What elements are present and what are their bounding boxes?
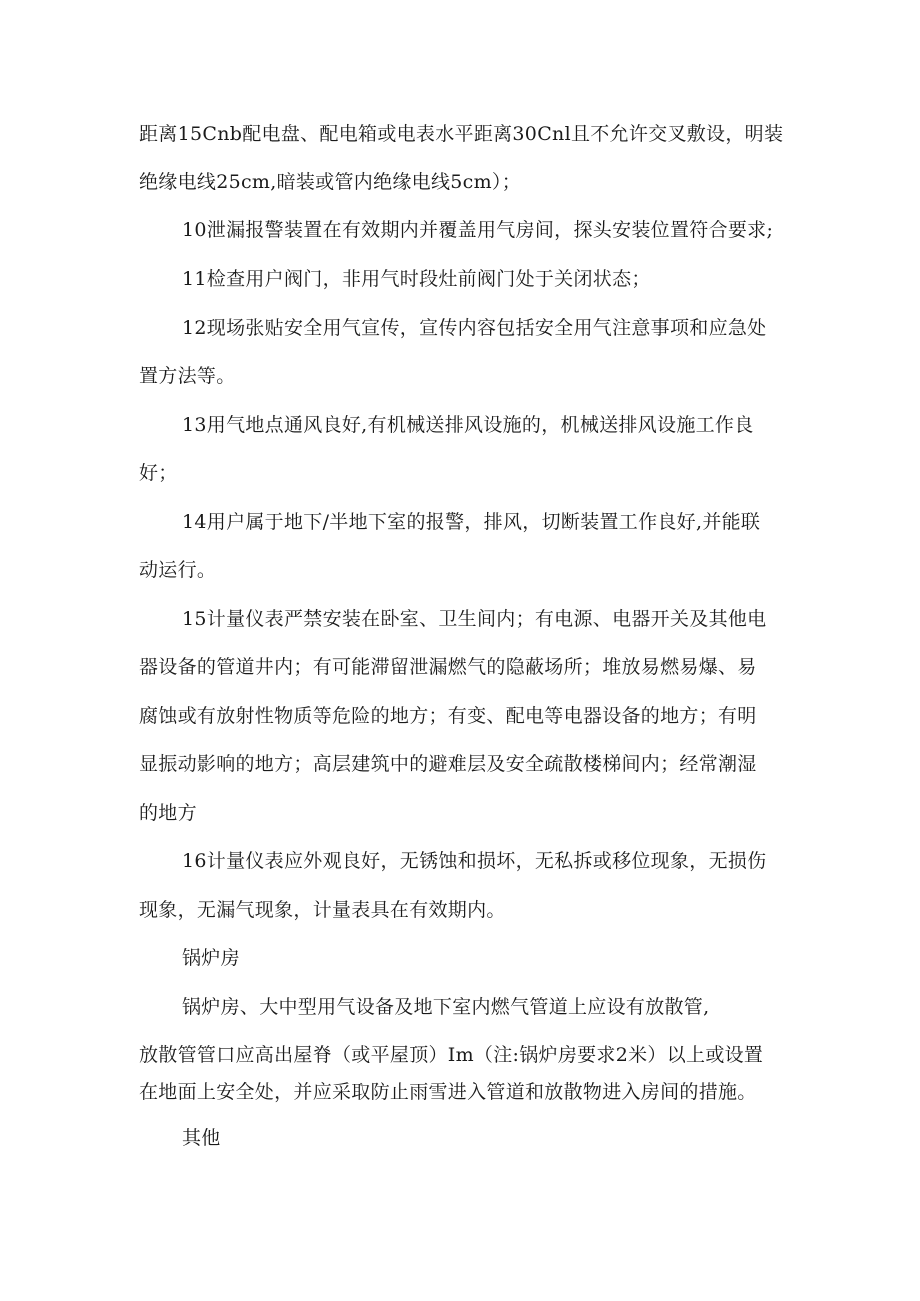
- text-line: 现象，无漏气现象，计量表具在有效期内。: [139, 899, 506, 921]
- text-line: 的地方: [139, 802, 197, 824]
- text-line: 10泄漏报警装置在有效期内并覆盖用气房间，探头安装位置符合要求;: [182, 219, 774, 241]
- text-line: 锅炉房、大中型用气设备及地下室内燃气管道上应设有放散管,: [182, 996, 710, 1018]
- text-line: 距离15Cnb配电盘、配电箱或电表水平距离30Cnl且不允许交叉敷设，明装: [139, 123, 784, 145]
- text-line: 15计量仪表严禁安装在卧室、卫生间内；有电源、电器开关及其他电: [182, 608, 767, 630]
- text-line: 器设备的管道井内；有可能滞留泄漏燃气的隐蔽场所；堆放易燃易爆、易: [139, 656, 757, 678]
- text-line: 绝缘电线25cm,暗装或管内绝缘电线5cm）；: [139, 171, 522, 193]
- text-line: 动运行。: [139, 559, 217, 581]
- text-line: 放散管管口应高出屋脊（或平屋顶）Im（注:锅炉房要求2米）以上或设置: [139, 1044, 764, 1066]
- text-line: 好；: [139, 462, 178, 484]
- text-line: 在地面上安全处，并应采取防止雨雪进入管道和放散物进入房间的措施。: [139, 1081, 757, 1103]
- text-line: 14用户属于地下/半地下室的报警，排风，切断装置工作良好,并能联: [182, 511, 761, 533]
- text-line: 腐蚀或有放射性物质等危险的地方；有变、配电等电器设备的地方；有明: [139, 705, 757, 727]
- text-line: 16计量仪表应外观良好，无锈蚀和损坏，无私拆或移位现象，无损伤: [182, 850, 767, 872]
- section-heading: 其他: [182, 1127, 221, 1149]
- text-line: 显振动影响的地方；高层建筑中的避难层及安全疏散楼梯间内；经常潮湿: [139, 753, 757, 775]
- text-line: 11检查用户阀门，非用气时段灶前阀门处于关闭状态；: [182, 268, 651, 290]
- text-line: 置方法等。: [139, 365, 236, 387]
- text-line: 13用气地点通风良好,有机械送排风设施的，机械送排风设施工作良: [182, 414, 754, 436]
- section-heading: 锅炉房: [182, 947, 240, 969]
- text-line: 12现场张贴安全用气宣传，宣传内容包括安全用气注意事项和应急处: [182, 317, 767, 339]
